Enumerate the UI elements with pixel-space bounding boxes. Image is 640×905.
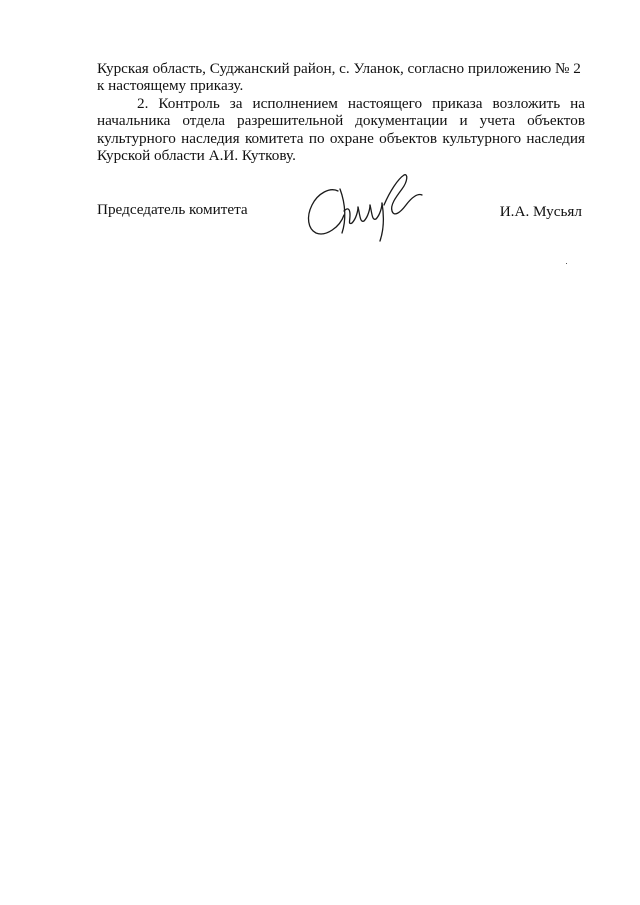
scan-speck [566, 263, 567, 264]
address-line-2: к настоящему приказу. [97, 77, 244, 95]
document-body [97, 60, 585, 164]
handwritten-signature [300, 165, 430, 245]
signatory-name: И.А. Мусьял [499, 203, 582, 220]
paragraph-address-continuation [97, 60, 585, 95]
paragraph-control-clause: 2. Контроль за исполнением настоящего приказа возложить на начальника отдела разрешительной документации и учета объектов культурного наследия комитета по охране объектов культурного наследия Курской области А.И. Куткову. [97, 94, 585, 165]
address-line-1: Курская область, Суджанский район, с. Уланок, согласно приложению № 2 [97, 60, 581, 77]
signatory-title: Председатель комитета [97, 201, 248, 218]
